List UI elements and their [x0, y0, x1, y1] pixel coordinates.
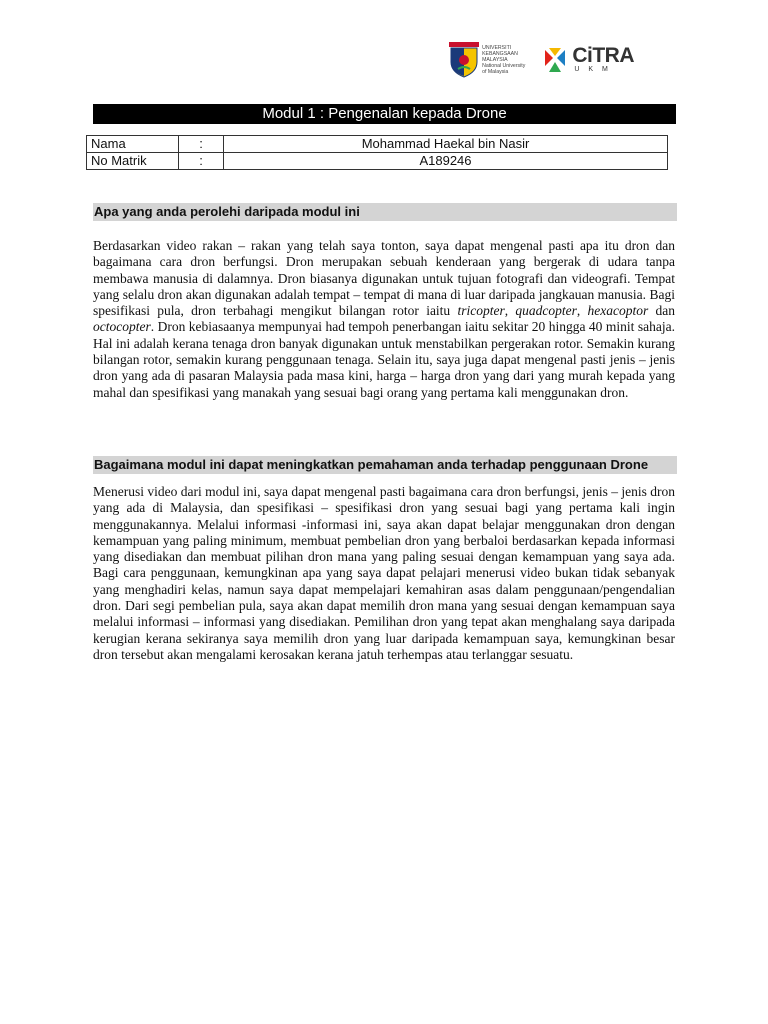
rotor-type-term: octocopter	[93, 319, 151, 335]
info-label: Nama	[87, 136, 179, 153]
rotor-type-term: tricopter	[457, 303, 505, 319]
ukm-text-line: UNIVERSITI	[482, 45, 512, 51]
header-logos	[449, 42, 634, 78]
info-label: No Matrik	[87, 153, 179, 170]
info-row-name	[87, 136, 668, 153]
ukm-text-line: National University	[482, 63, 526, 69]
separator-text: dan	[648, 303, 676, 319]
separator-text: ,	[576, 303, 588, 319]
section1-heading: Apa yang anda perolehi daripada modul ini	[93, 203, 677, 221]
document-title: Modul 1 : Pengenalan kepada Drone	[93, 104, 676, 124]
info-row-matric	[87, 153, 668, 170]
citra-logo	[541, 46, 634, 74]
info-colon: :	[179, 136, 224, 153]
citra-subtitle: UKM	[574, 66, 617, 73]
section2-paragraph: Menerusi video dari modul ini, saya dapat mengenal pasti bagaimana cara dron berfungsi, jenis – jenis dron yang ada di Malaysia, dan spesifikasi – spesifikasi dron yang sesuai bagi yang pertama kali ingin menggunakannya. Melalui informasi -informasi ini, saya akan dapat belajar menggunakan dron dengan kemampuan yang paling minimum, membuat pembelian dron yang berbaloi berdasarkan kepada informasi yang disediakan dan membuat pilihan dron mana yang paling sesuai dengan kemampuan yang saya ada. Bagi cara penggunaan, kemungkinan apa yang saya dapat pelajari menerusi video bukan tidak sebanyak yang menghadiri kelas, namun saya dapat mempelajari kemahiran asas dalam penggunaan/pengendalian dron. Dari segi pembelian pula, saya akan dapat memilih dron mana yang sesuai dengan kemampuan saya melalui informasi – informasi yang disediakan. Pemilihan dron yang tepat akan menghalang saya daripada kerugian kerana sekiranya saya memilih dron yang luar daripada kemampuan saya, kemungkinan besar dron tersebut akan mengalami kerosakan kerana jatuh terhempas atau terlanggar sesuatu.	[93, 484, 675, 662]
paragraph-text: Berdasarkan video rakan – rakan yang telah saya tonton, saya dapat mengenal pasti apa itu dron dan bagaimana cara dron berfungsi. Dron merupakan sebuah kenderaan yang bergerak di udara tanpa membawa manusia di dalamnya. Dron biasanya digunakan untuk tujuan fotografi dan videografi. Tempat yang selalu dron akan digunakan adalah tempat – tempat di mana di luar daripada jangkauan manusia. Bagi spesifikasi pula, dron terbahagi mengikut bilangan rotor iaitu	[93, 238, 675, 319]
citra-name: CiTRA	[572, 44, 634, 67]
ukm-text-line: MALAYSIA	[482, 57, 508, 63]
ukm-crest-icon	[449, 42, 479, 78]
info-colon: :	[179, 153, 224, 170]
separator-text: ,	[504, 303, 516, 319]
ukm-text-line: KEBANGSAAN	[482, 51, 518, 57]
info-value: A189246	[224, 153, 668, 170]
citra-star-icon	[541, 46, 569, 74]
section1-paragraph	[93, 238, 675, 401]
section2-heading: Bagaimana modul ini dapat meningkatkan pemahaman anda terhadap penggunaan Drone	[93, 456, 677, 474]
ukm-logo-text	[482, 45, 525, 75]
rotor-type-term: quadcopter	[515, 303, 577, 319]
info-value: Mohammad Haekal bin Nasir	[224, 136, 668, 153]
paragraph-text: . Dron kebiasaanya mempunyai had tempoh penerbangan iaitu sekitar 20 hingga 40 minit sahaja. Hal ini adalah kerana tenaga dron banyak digunakan untuk menstabilkan pergerakan rotor. Semakin kurang bilangan rotor, semakin kurang penggunaan tenaga. Selain itu, saya juga dapat mengenal pasti jenis – jenis dron yang ada di pasaran Malaysia pada masa kini, harga – harga dron yang dari yang murah kepada yang mahal dan spesifikasi yang manakah yang sesuai bagi orang yang pertama kali menggunakan dron.	[93, 319, 675, 400]
ukm-text-line: of Malaysia	[482, 69, 509, 75]
ukm-logo	[449, 42, 525, 78]
student-info-table	[86, 135, 668, 170]
rotor-type-term: hexacoptor	[587, 303, 649, 319]
citra-wordmark	[572, 46, 634, 74]
